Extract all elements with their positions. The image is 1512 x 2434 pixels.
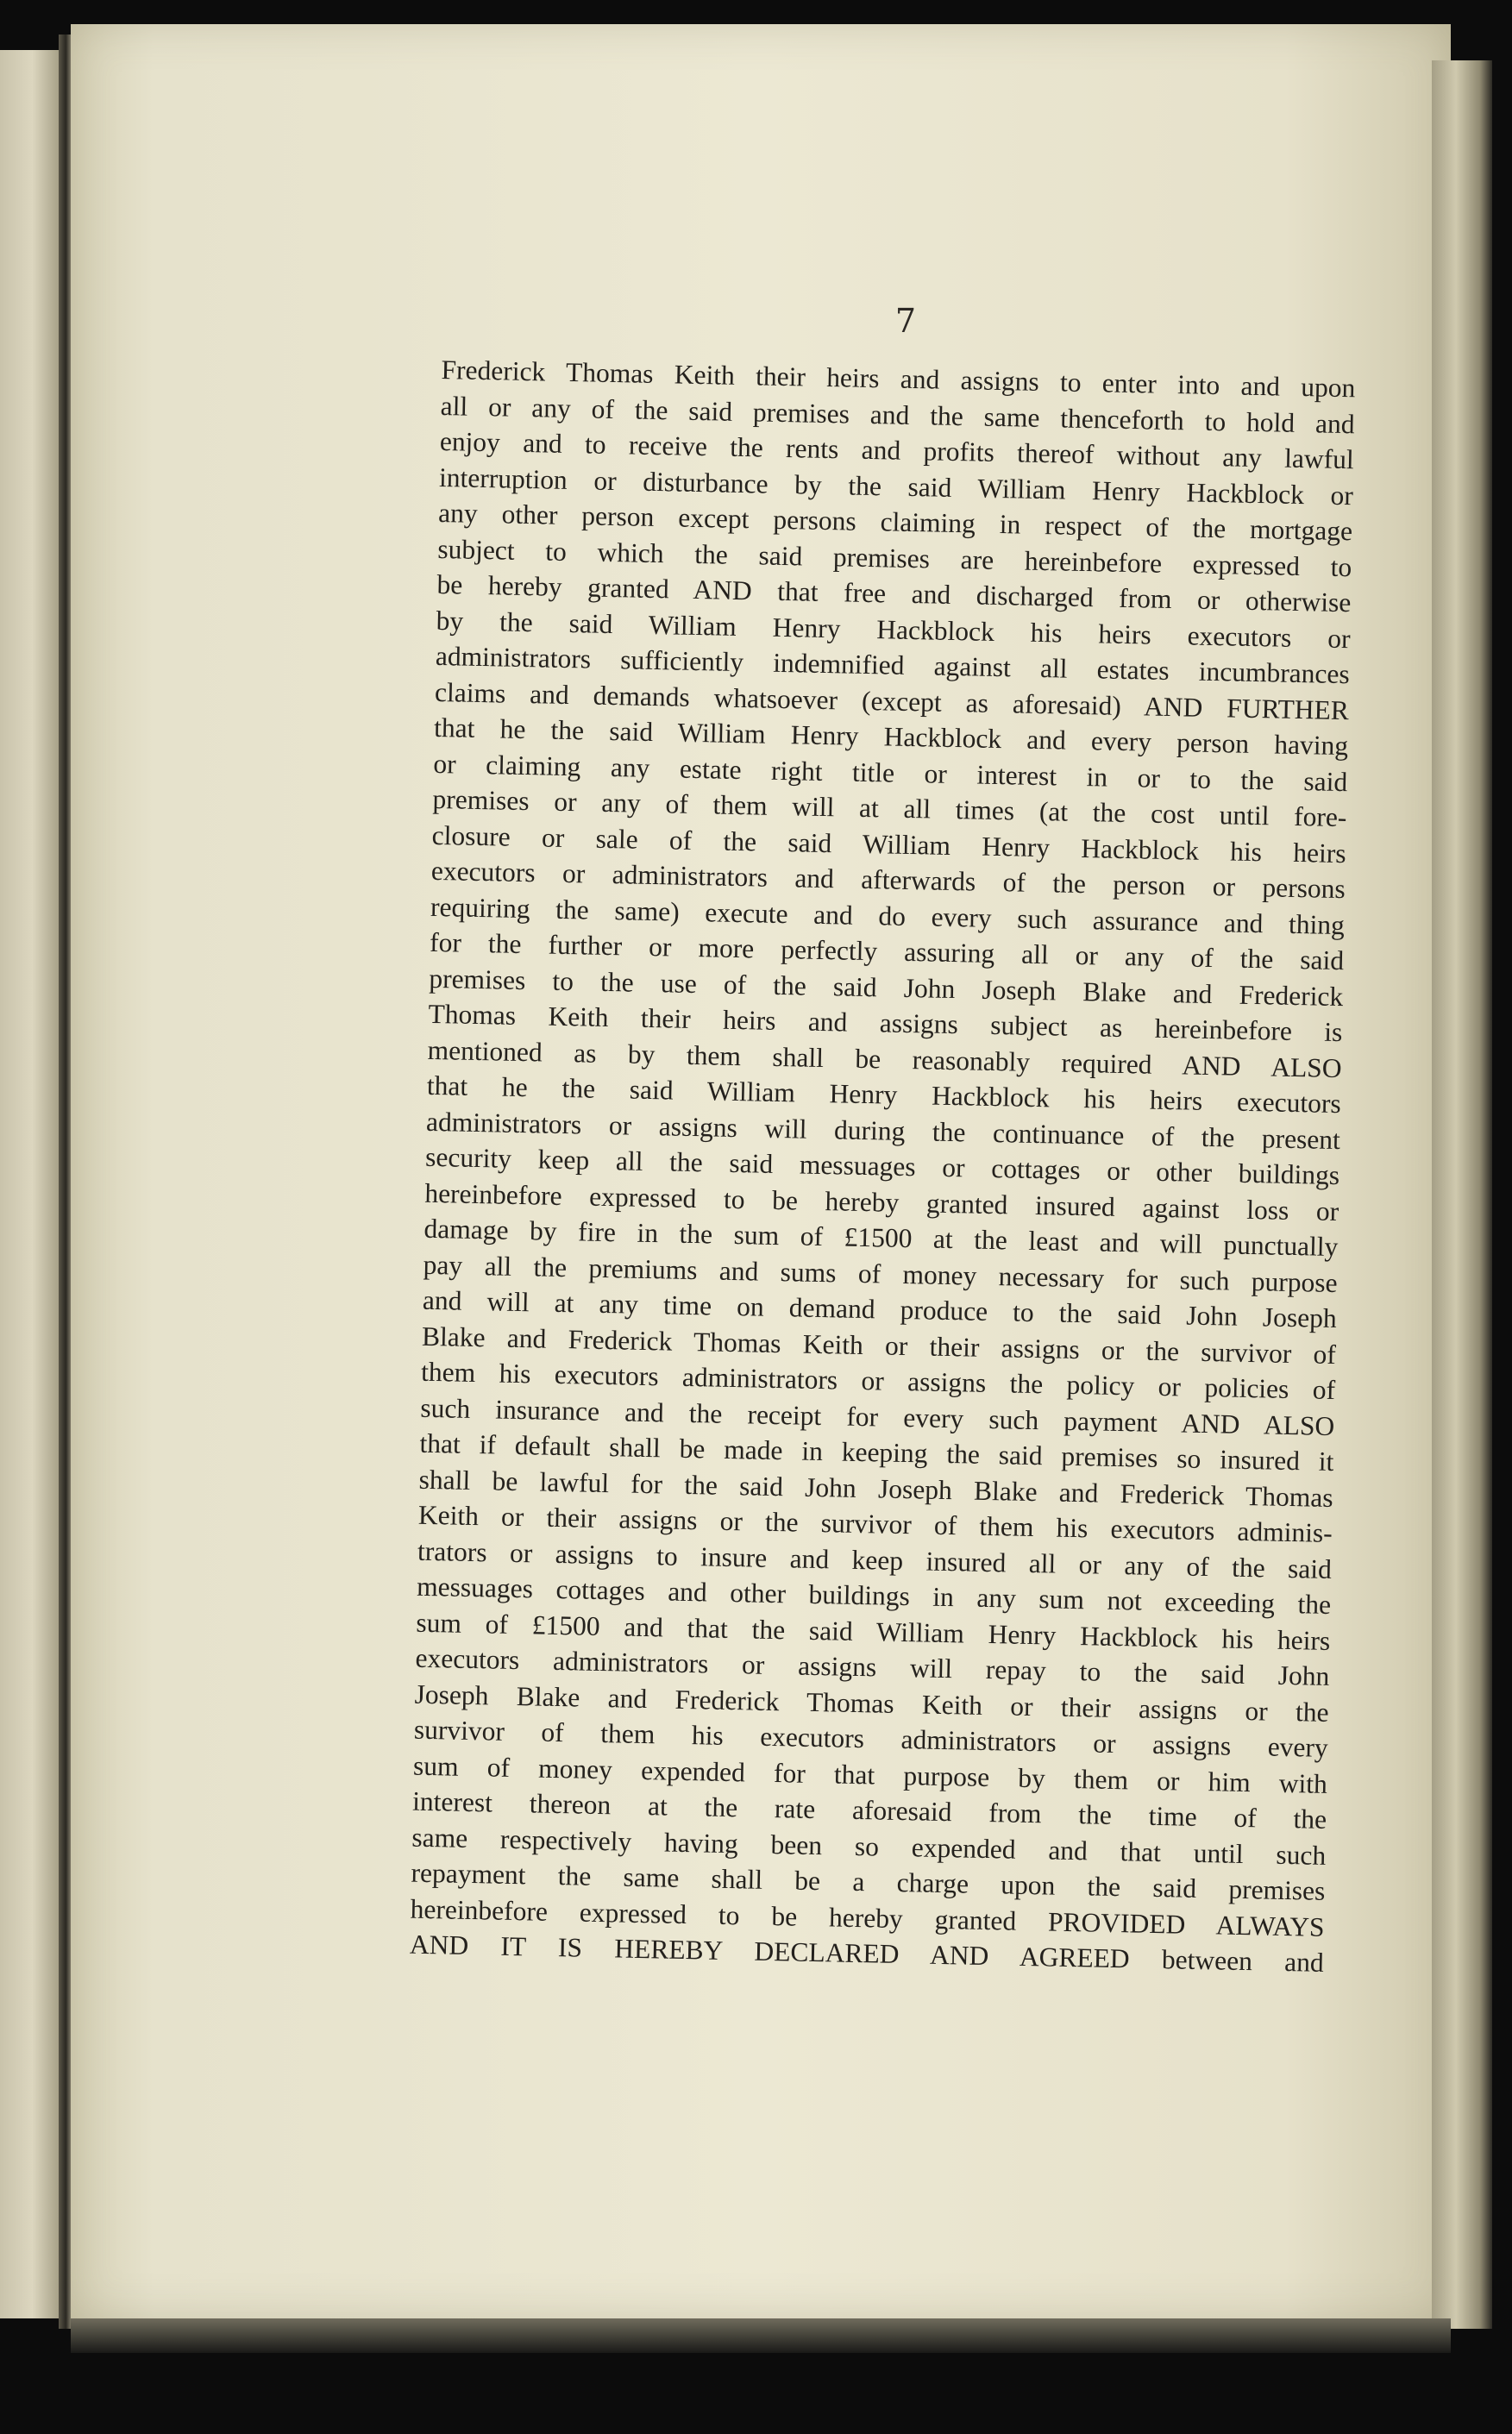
page-number: 7 [894,302,917,340]
text-line: shall be lawful for the said John Joseph Blake and Frederick Thomas [418,1464,1333,1513]
text-line: sum of money expended for that purpose by them or him with [412,1750,1328,1799]
book-gutter [59,35,71,2329]
text-line: by the said William Henry Hackblock his heirs executors or [436,605,1351,654]
text-line: premises or any of them will at all times (at the cost until fore- [432,783,1347,833]
text-line: Keith or their assigns or the survivor of them his executors adminis- [417,1499,1333,1548]
page-stack-edge [1432,60,1492,2329]
text-line: them his executors administrators or assigns the policy or policies of [420,1356,1336,1406]
text-line: damage by fire in the sum of £1500 at the least and will punctually [423,1213,1339,1263]
text-line: premises to the use of the said John Joseph Blake and Frederick [429,963,1344,1012]
text-line: hereinbefore expressed to be hereby granted insured against loss or [424,1177,1339,1226]
text-line: claims and demands whatsoever (except as aforesaid) AND FURTHER [434,676,1350,725]
text-line: be hereby granted AND that free and discharged from or otherwise [436,568,1352,618]
text-line: pay all the premiums and sums of money necessary for such purpose [423,1249,1338,1298]
text-line: same respectively having been so expended and that until such [411,1822,1327,1871]
text-line: administrators or assigns will during the continuance of the present [425,1106,1341,1155]
text-line: that he the said William Henry Hackblock and every person having [433,712,1349,762]
text-line: or claiming any estate right title or interest in or to the said [433,748,1348,797]
text-line: repayment the same shall be a charge upon the said premises [411,1857,1326,1906]
text-line: interest thereon at the rate aforesaid from the time of the [411,1785,1327,1835]
text-line: requiring the same) execute and do every such assurance and thing [430,891,1346,940]
document-page [71,24,1451,2318]
text-line: sum of £1500 and that the said William Henry Hackblock his heirs [416,1607,1331,1656]
text-line: Thomas Keith their heirs and assigns subject as hereinbefore is [428,998,1343,1048]
text-line: Frederick Thomas Keith their heirs and assigns to enter into and upon [441,354,1356,404]
text-line: any other person except persons claiming in respect of the mortgage [437,497,1353,547]
text-line: Joseph Blake and Frederick Thomas Keith or their assigns or the [414,1678,1329,1728]
body-text [410,352,1356,1980]
text-line: executors administrators or assigns will repay to the said John [415,1642,1330,1691]
text-line: survivor of them his executors administrators or assigns every [413,1714,1329,1763]
text-line: interruption or disturbance by the said William Henry Hackblock or [438,461,1354,511]
text-line: that if default shall be made in keeping the said premises so insured it [419,1427,1334,1477]
text-line: that he the said William Henry Hackblock his heirs executors [426,1070,1342,1120]
text-line: and will at any time on demand produce to the said John Joseph [422,1284,1338,1334]
text-line: administrators sufficiently indemnified against all estates incumbrances [435,640,1351,690]
text-line: such insurance and the receipt for every such payment AND ALSO [420,1392,1335,1441]
text-line: security keep all the said messuages or cottages or other buildings [424,1141,1340,1191]
text-line: all or any of the said premises and the same thenceforth to hold and [440,390,1355,439]
text-line: enjoy and to receive the rents and profits thereof without any lawful [439,425,1355,475]
text-line: executors or administrators and afterwards of the person or persons [430,855,1346,905]
left-page-fragment [0,50,59,2318]
text-line: for the further or more perfectly assuring all or any of the said [429,926,1345,976]
text-line: Blake and Frederick Thomas Keith or their assigns or the survivor of [421,1321,1337,1370]
text-line: mentioned as by them shall be reasonably required AND ALSO [427,1034,1342,1083]
text-line: closure or sale of the said William Henry Hackblock his heirs [431,819,1346,869]
text-line: messuages cottages and other buildings in any sum not exceeding the [416,1571,1332,1620]
text-line: AND IT IS HEREBY DECLARED AND AGREED between and [409,1929,1325,1978]
text-line: trators or assigns to insure and keep insured all or any of the said [417,1535,1333,1584]
text-line: subject to which the said premises are hereinbefore expressed to [437,533,1352,582]
bottom-shadow [71,2318,1451,2353]
text-line: hereinbefore expressed to be hereby granted PROVIDED ALWAYS [410,1893,1325,1942]
